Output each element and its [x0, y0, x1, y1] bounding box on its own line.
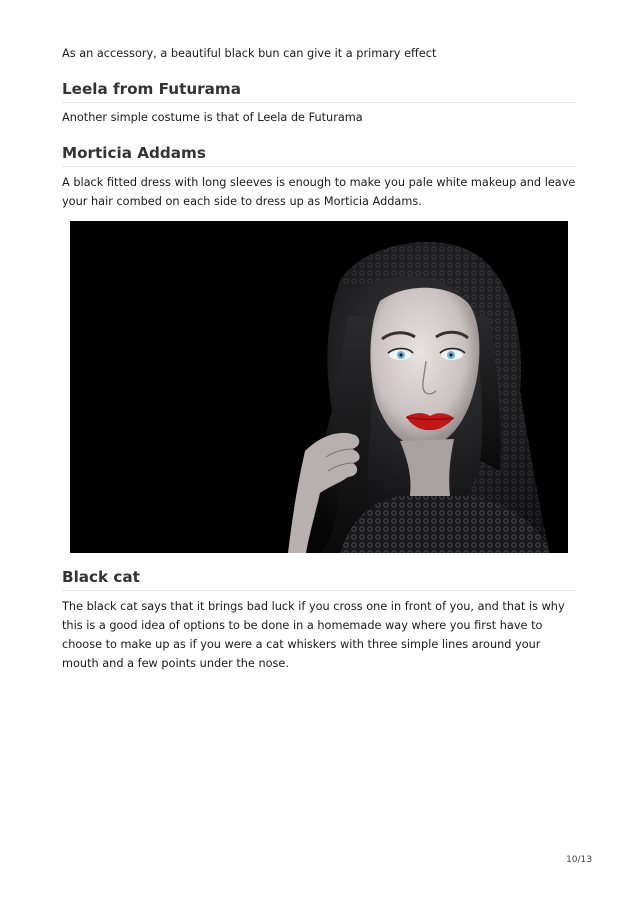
- heading-black-cat: Black cat: [62, 567, 576, 591]
- document-page: [62, 44, 576, 673]
- paragraph-leela: Another simple costume is that of Leela de Futurama: [62, 111, 363, 124]
- page-number: 10/13: [566, 855, 592, 865]
- morticia-portrait-illustration: [70, 221, 568, 553]
- heading-morticia: Morticia Addams: [62, 143, 576, 167]
- paragraph-morticia: A black fitted dress with long sleeves is enough to make you pale white makeup and leave your hair combed on each side to dress up as Morticia Addams.: [62, 176, 576, 208]
- morticia-photo: [70, 221, 568, 553]
- heading-leela: Leela from Futurama: [62, 79, 576, 103]
- paragraph-black-cat: The black cat says that it brings bad luck if you cross one in front of you, and that is why this is a good idea of options to be done in a homemade way where you first have to choose to make up as if you were a cat whiskers with three simple lines around your mouth and a few points under the nose.: [62, 600, 565, 670]
- intro-paragraph: As an accessory, a beautiful black bun can give it a primary effect: [62, 47, 437, 60]
